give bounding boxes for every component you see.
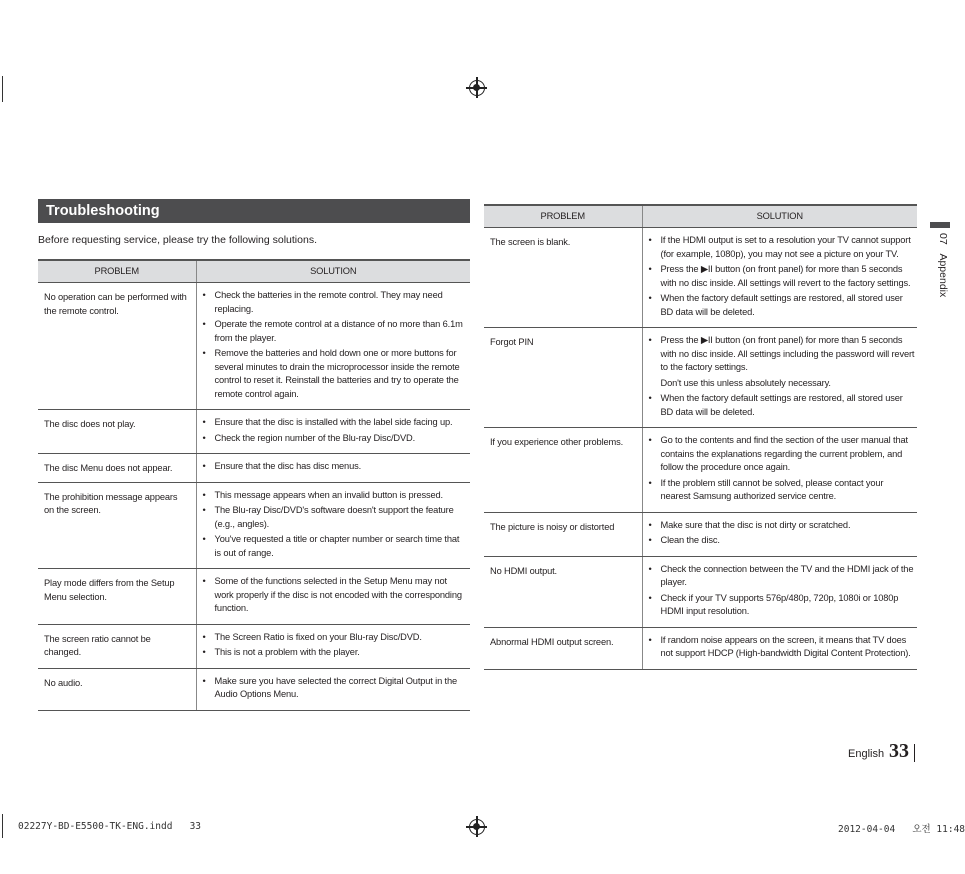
chapter-label: Appendix bbox=[937, 253, 949, 298]
problem-cell: No HDMI output. bbox=[484, 556, 642, 627]
solution-item: • This is not a problem with the player. bbox=[203, 646, 469, 660]
table-row bbox=[38, 410, 470, 454]
solution-list bbox=[203, 631, 469, 660]
problem-cell: The screen ratio cannot be changed. bbox=[38, 624, 196, 668]
chapter-tab-text bbox=[937, 233, 949, 297]
registration-mark-bottom-icon bbox=[469, 819, 485, 835]
table-row bbox=[38, 624, 470, 668]
troubleshooting-table-right bbox=[484, 204, 917, 670]
print-slug-timestamp: 2012-04-04 오전 11:48 bbox=[838, 824, 965, 835]
table-row bbox=[484, 328, 917, 428]
solution-item: • The Screen Ratio is fixed on your Blu-ray Disc/DVD. bbox=[203, 631, 469, 645]
solution-list bbox=[649, 434, 916, 504]
solution-cell bbox=[642, 428, 917, 513]
problem-cell: The prohibition message appears on the screen. bbox=[38, 482, 196, 569]
solution-item: • When the factory default settings are restored, all stored user BD data will be deleted. bbox=[649, 392, 916, 419]
solution-note: Don't use this unless absolutely necessary. bbox=[660, 377, 831, 388]
solution-item: • If the problem still cannot be solved, please contact your nearest Samsung authorized service centre. bbox=[649, 477, 916, 504]
solution-item: • Check if your TV supports 576p/480p, 720p, 1080i or 1080p HDMI input resolution. bbox=[649, 592, 916, 619]
solution-list bbox=[203, 289, 469, 401]
table-row bbox=[38, 283, 470, 410]
solution-cell bbox=[642, 512, 917, 556]
solution-list bbox=[203, 489, 469, 561]
solution-item: • Press the ▶II button (on front panel) for more than 5 seconds with no disc inside. All settings will revert to the factory settings. bbox=[649, 263, 916, 290]
solution-item: • When the factory default settings are restored, all stored user BD data will be deleted. bbox=[649, 292, 916, 319]
solution-cell bbox=[196, 569, 470, 625]
table-row bbox=[38, 482, 470, 569]
solution-item: • If the HDMI output is set to a resolution your TV cannot support (for example, 1080p), you may not see a picture on your TV. bbox=[649, 234, 916, 261]
print-slug-file: 02227Y-BD-E5500-TK-ENG.indd 33 bbox=[18, 821, 202, 832]
table-row bbox=[38, 569, 470, 625]
solution-item: • Make sure you have selected the correct Digital Output in the Audio Options Menu. bbox=[203, 675, 469, 702]
solution-item: • Ensure that the disc is installed with the label side facing up. bbox=[203, 416, 469, 430]
footer-separator bbox=[914, 744, 915, 762]
registration-mark-top-icon bbox=[469, 80, 485, 96]
solution-cell bbox=[642, 556, 917, 627]
solution-item: • Check the connection between the TV and the HDMI jack of the player. bbox=[649, 563, 916, 590]
solution-list bbox=[649, 634, 916, 661]
table-row bbox=[484, 627, 917, 669]
problem-cell: If you experience other problems. bbox=[484, 428, 642, 513]
solution-item: • Make sure that the disc is not dirty or scratched. bbox=[649, 519, 916, 533]
solution-item: • Clean the disc. bbox=[649, 534, 916, 548]
solution-item: • Some of the functions selected in the Setup Menu may not work properly if the disc is not encoded with the corresponding function. bbox=[203, 575, 469, 616]
solution-item: • Press the ▶II button (on front panel) for more than 5 seconds with no disc inside. All settings including the password will revert to the factory settings. bbox=[649, 334, 916, 375]
crop-mark-top-left bbox=[2, 76, 3, 102]
troubleshooting-table-left bbox=[38, 259, 470, 711]
header-problem: PROBLEM bbox=[484, 205, 642, 228]
table-row bbox=[38, 454, 470, 483]
table-row bbox=[484, 228, 917, 328]
problem-cell: No audio. bbox=[38, 668, 196, 710]
solution-item: • This message appears when an invalid button is pressed. bbox=[203, 489, 469, 503]
footer-language: English bbox=[848, 748, 885, 760]
header-solution: SOLUTION bbox=[642, 205, 917, 228]
solution-cell bbox=[196, 482, 470, 569]
crop-mark-bottom-left bbox=[2, 814, 3, 838]
problem-cell: The disc does not play. bbox=[38, 410, 196, 454]
solution-list bbox=[203, 416, 469, 445]
solution-item: • The Blu-ray Disc/DVD's software doesn't support the feature (e.g., angles). bbox=[203, 504, 469, 531]
solution-item: • Go to the contents and find the section of the user manual that contains the explanations regarding the current problem, and follow the procedure once again. bbox=[649, 434, 916, 475]
solution-cell bbox=[642, 228, 917, 328]
solution-cell bbox=[196, 410, 470, 454]
solution-list bbox=[649, 234, 916, 319]
table-row bbox=[484, 512, 917, 556]
solution-list bbox=[649, 563, 916, 619]
solution-list bbox=[649, 334, 916, 419]
chapter-tab-bar bbox=[930, 222, 950, 228]
problem-cell: The disc Menu does not appear. bbox=[38, 454, 196, 483]
header-problem: PROBLEM bbox=[38, 260, 196, 283]
solution-list bbox=[203, 675, 469, 702]
solution-list bbox=[649, 519, 916, 548]
solution-item: • Ensure that the disc has disc menus. bbox=[203, 460, 469, 474]
solution-item: • Remove the batteries and hold down one or more buttons for several minutes to drain the microprocessor inside the remote control to reset it. Reinstall the batteries and try to operate the remote control again. bbox=[203, 347, 469, 401]
solution-cell bbox=[196, 668, 470, 710]
section-title: Troubleshooting bbox=[38, 199, 470, 223]
problem-cell: Forgot PIN bbox=[484, 328, 642, 428]
table-row bbox=[484, 428, 917, 513]
solution-item: • Check the batteries in the remote control. They may need replacing. bbox=[203, 289, 469, 316]
solution-list bbox=[203, 460, 469, 474]
solution-list bbox=[203, 575, 469, 616]
solution-cell bbox=[642, 627, 917, 669]
solution-item: • If random noise appears on the screen, it means that TV does not support HDCP (High-bandwidth Digital Content Protection). bbox=[649, 634, 916, 661]
solution-cell bbox=[196, 624, 470, 668]
table-row bbox=[38, 668, 470, 710]
header-solution: SOLUTION bbox=[196, 260, 470, 283]
problem-cell: Play mode differs from the Setup Menu selection. bbox=[38, 569, 196, 625]
solution-item: • Check the region number of the Blu-ray Disc/DVD. bbox=[203, 432, 469, 446]
solution-cell bbox=[196, 283, 470, 410]
chapter-number: 07 bbox=[937, 233, 949, 245]
problem-cell: No operation can be performed with the remote control. bbox=[38, 283, 196, 410]
solution-cell bbox=[642, 328, 917, 428]
problem-cell: The screen is blank. bbox=[484, 228, 642, 328]
solution-cell bbox=[196, 454, 470, 483]
solution-item: • Operate the remote control at a distance of no more than 6.1m from the player. bbox=[203, 318, 469, 345]
solution-item: • You've requested a title or chapter number or search time that is out of range. bbox=[203, 533, 469, 560]
table-row bbox=[484, 556, 917, 627]
footer-page-number: 33 bbox=[889, 740, 909, 762]
problem-cell: The picture is noisy or distorted bbox=[484, 512, 642, 556]
intro-text: Before requesting service, please try the following solutions. bbox=[38, 234, 317, 246]
problem-cell: Abnormal HDMI output screen. bbox=[484, 627, 642, 669]
